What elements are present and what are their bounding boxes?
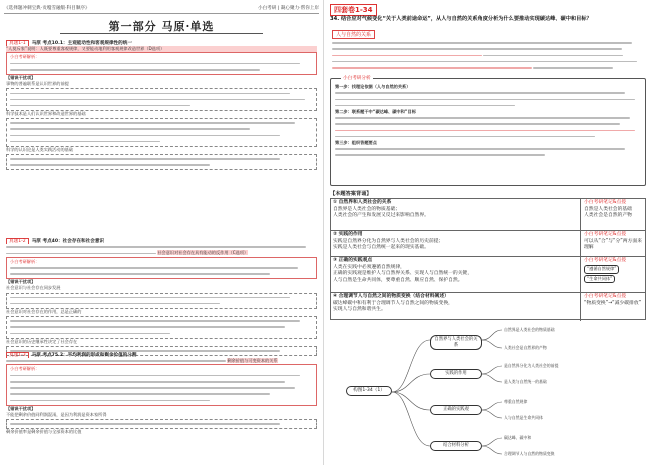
row-line: 实现人与自然和谐共生。: [333, 307, 386, 312]
brand-slogan: 小白考研 | 凝心聚力·帮你上岸: [257, 6, 319, 11]
mind-map-node: 结合材料分析: [430, 441, 482, 451]
trap-explanation: [6, 88, 317, 111]
mind-map-node: 正确的实践观: [430, 405, 482, 415]
mind-map-leaf: 是人类与自然统一的基础: [504, 379, 547, 384]
row-line: 正确的实践观是维护人与自然界关系、实现人与自然统一的关键，: [333, 271, 473, 276]
trap-heading: 【错误干扰项】: [6, 74, 36, 80]
side-header: 小白考研笔记&点拨: [584, 232, 627, 237]
row-line: 实践是自然界分化为自然界与人类社会的历史前提；: [333, 238, 444, 244]
table-row: ④ 合理调节人与自然之间的物质变换（结合材料阐述） 碳达峰碳中和有利于合理调节人与自然之间的物质变换， 实现人与自然和谐共生。 小白考研笔记&点拨 “物质变换”→“减少碳排放”: [331, 293, 645, 321]
trap-heading: 【错误干扰项】: [6, 405, 36, 411]
analysis-box: [6, 257, 317, 280]
trap-item: 社会意识与社会存在同步发展: [6, 285, 61, 291]
question-label: 真题1-1: [6, 40, 29, 46]
trap-item: 不能把剩余价值同利润混淆，是因为利润是资本家所得: [6, 411, 107, 417]
mind-map-leaf: 是自然界分化为人类社会的前提: [504, 363, 559, 368]
analysis-box: [6, 52, 317, 75]
material-text: [332, 40, 644, 71]
right-page: [326, 0, 650, 465]
mind-map-leaf: 自然界是人类社会的物质基础: [504, 327, 555, 332]
row-line: 人与自然是生命共同体，要尊重自然、顺应自然、保护自然。: [333, 277, 463, 283]
trap-item: 事物的普遍联系是认识世界的前提: [6, 81, 69, 87]
analysis-heading: 小白考研解析：: [10, 366, 40, 372]
mind-map-leaf: 尊重自然规律: [504, 399, 528, 404]
trap-explanation: [6, 316, 317, 339]
row-line: 人类在实践中必须遵循自然规律，: [333, 264, 405, 270]
table-row: ① 自然界和人类社会的关系 自然界是人类社会的物质基础； 人类社会的产生和发展又反过来影响自然界。 小白考研笔记&点拨 自然是人类社会的基础 人类社会是自然的产物: [331, 199, 645, 231]
analysis-heading: 小白考研解析：: [10, 54, 40, 60]
left-page-header: [4, 2, 319, 14]
section-tag: 四套卷1-34: [330, 4, 377, 16]
row-title: 自然界和人类社会的关系: [338, 200, 392, 205]
answer-topic-tag: 人与自然的关系: [332, 30, 375, 39]
trap-explanation: [6, 118, 317, 147]
trap-item: 科学技术是人们认识世界和改造世界的基础: [6, 110, 86, 116]
row-line: 实践是人类社会与自然统一起来的现实基础。: [333, 245, 429, 250]
question-block-3: [6, 352, 317, 435]
mind-map-node: 实践的作用: [430, 369, 482, 379]
row-title: 实践的作用: [338, 232, 363, 237]
question-meta: 马原 考点10.1：主观能动性和客观规律性的统一: [31, 41, 132, 46]
analysis-box: [6, 364, 317, 405]
part-title: 第一部分 马原·单选: [108, 20, 215, 33]
trap-explanation: [6, 293, 317, 309]
mind-map-leaf: 人类社会是自然界的产物: [504, 345, 547, 350]
question-meta: 马原 考点75.2：平均利润的形成和剩余价值的分割: [31, 353, 137, 358]
question-label: 真题1-3: [6, 352, 29, 358]
row-title: 正确的实践观点: [338, 258, 373, 263]
title-divider: [60, 33, 263, 34]
mind-map-root: 构图1-34（1）: [346, 386, 392, 396]
question-block-2: [6, 238, 317, 356]
trap-item: 社会意识对社会存在的作用，总是正确的: [6, 308, 82, 314]
book-title: 《选择题冲刺宝典·贡嘎雪融版·科目顺序》: [4, 6, 90, 11]
analysis-caption: 小白考研分析: [343, 76, 371, 81]
mind-map-node: 自然界与人类社会的关系: [430, 335, 482, 350]
side-note: 可以从“合”与“分”两方面来理解: [584, 238, 642, 250]
side-note: “遵循自然规律”: [584, 265, 619, 274]
side-header: 小白考研笔记&点拨: [584, 294, 627, 299]
side-note: “物质变换”→“减少碳排放”: [584, 300, 642, 306]
trap-explanation: [6, 419, 317, 429]
mind-map-leaf: 合理调节人与自然的物质变换: [504, 451, 555, 456]
question-stem: “人莫斥家”说明：人既要尊重客观规律，又要能动地利用客观规律改造世界（D选项）: [6, 46, 317, 52]
table-row: ③ 正确的实践观点 人类在实践中必须遵循自然规律， 正确的实践观是维护人与自然界关系、实现人与自然统一的关键， 人与自然是生命共同体，要尊重自然、顺应自然、保护自然。 小白考研笔记&点拨 “遵循自然规律” “生命共同体”: [331, 257, 645, 293]
think-step: 第一步：找理论依据（人与自然的关系）: [335, 84, 411, 89]
side-note: 人类社会是自然的产物: [584, 213, 632, 218]
think-step: 第三步：组织答题要点: [335, 139, 377, 145]
mind-map-leaf: 碳达峰、碳中和: [504, 435, 532, 440]
answer-table: [330, 198, 646, 320]
answer-heading: 【本题答案背诵】: [330, 191, 372, 197]
trap-heading: 【错误干扰项】: [6, 279, 36, 285]
trap-item: 科学的认识论是人类实践活动的基础: [6, 146, 74, 152]
question-stem-highlight: 社会意识对社会存在具有能动的反作用（C选项）: [157, 250, 249, 256]
trap-item: 剩余价值率是剩余价值与全部资本的比值: [6, 429, 82, 435]
side-note: 自然是人类社会的基础: [584, 206, 632, 212]
side-note: “生命共同体”: [584, 275, 615, 284]
analysis-heading: 小白考研解析：: [10, 258, 40, 264]
question-label: 真题1-2: [6, 238, 29, 244]
question-title: 34. 结合应对气候变化“关于人类前途命运”，从人与自然的关系角度分析为什么要推动实现碳达峰、碳中和目标？: [330, 16, 592, 22]
analysis-box: [330, 78, 646, 186]
row-line: 碳达峰碳中和有利于合理调节人与自然之间的物质变换，: [333, 300, 453, 306]
row-title: 合理调节人与自然之间的物质变换（结合材料阐述）: [338, 294, 449, 299]
table-row: ② 实践的作用 实践是自然界分化为自然界与人类社会的历史前提； 实践是人类社会与自然统一起来的现实基础。 小白考研笔记&点拨 可以从“合”与“分”两方面来理解: [331, 231, 645, 257]
question-meta: 马原 考点40：社会存在和社会意识: [31, 239, 105, 244]
trap-item: 社会意识的历史继承性决定了社会存在: [6, 338, 78, 344]
trap-explanation: [6, 154, 317, 170]
question-stem-highlight: 剩余价值与可变资本的关系: [227, 358, 278, 364]
mind-map: [330, 322, 646, 463]
question-block-1: [6, 40, 317, 170]
left-page: [0, 0, 324, 465]
mind-map-leaf: 人与自然是生命共同体: [504, 415, 543, 420]
row-line: 自然界是人类社会的物质基础；: [333, 206, 401, 212]
think-step: 第二步：联系题干中“碳达峰、碳中和”目标: [335, 108, 416, 114]
side-header: 小白考研笔记&点拨: [584, 258, 627, 263]
row-line: 人类社会的产生和发展又反过来影响自然界。: [333, 213, 429, 218]
side-header: 小白考研笔记&点拨: [584, 200, 627, 205]
